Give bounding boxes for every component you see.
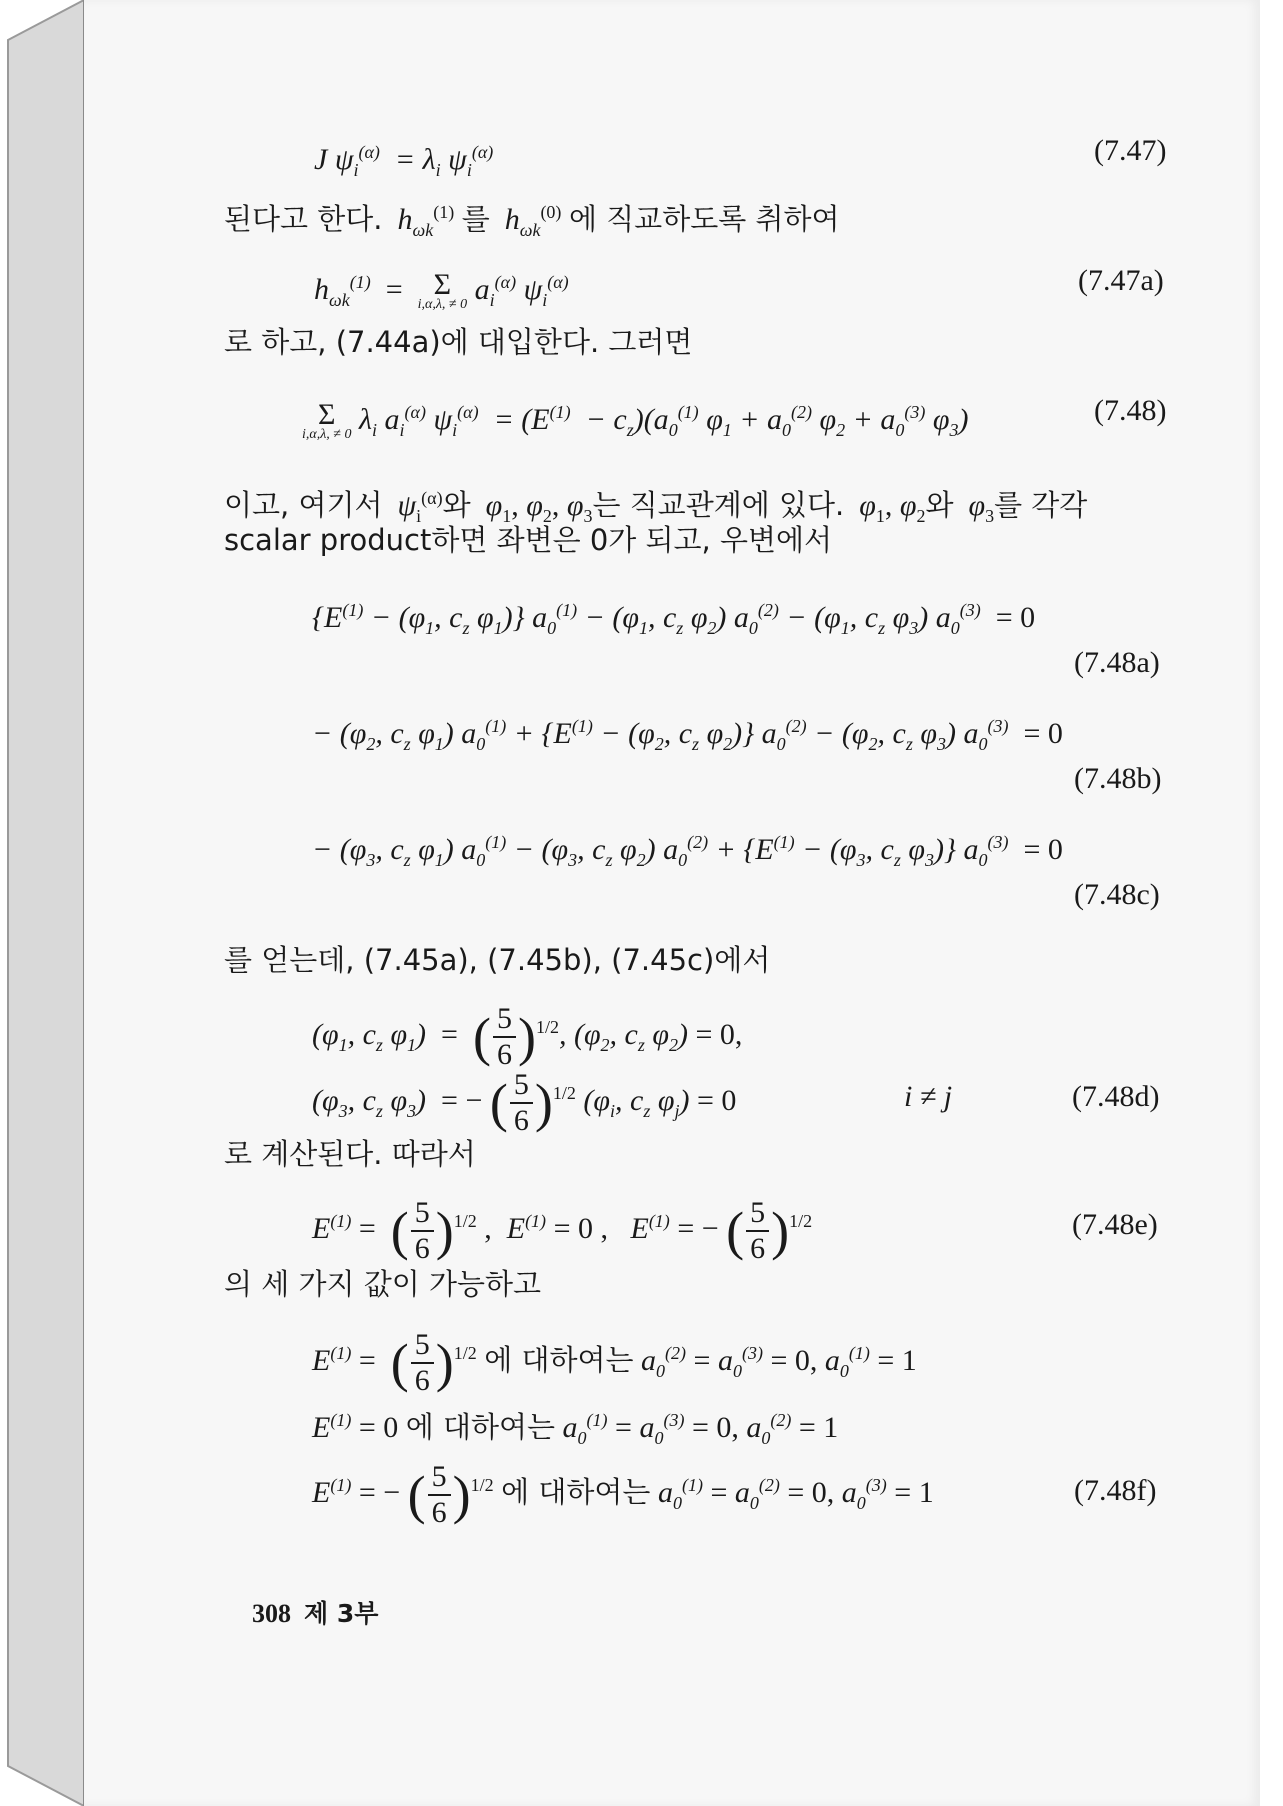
equation-7-48b: − ($\varphi_2$, $c_z$ $\varphi_1$) $a_0^{(1)} + \{E^{(1)} - (\varphi_2$, $c_z$ $\varphi_2$)} $a_0^{(2)} - (\varphi_2$, $c_z$ $\varphi_3$) $a_0^{(3)} = 0$	[312, 716, 1063, 754]
text-line: scalar product하면 좌변은 0가 되고, 우변에서	[224, 523, 833, 557]
page-footer	[252, 1594, 378, 1630]
text-line: 이고, 여기서 $\psi_i^{(\alpha)}$와 $\varphi_1$, $\varphi_2$, $\varphi_3$는 직교관계에 있다. $\varphi_1$, $\varphi_2$와 $\varphi_3$를 각각	[224, 488, 1088, 526]
equation-7-48f-line1: $E^{(1)}$ = ( $\frac{5}{6}$ )$^{1/2}$ 에 대하여는 $a_0^{(2)} = a_0^{(3)} = 0$, $a_0^{(1)} = 1$	[312, 1328, 917, 1397]
equation-7-48d-line1: ($\varphi_1$, $c_z$ $\varphi_1$) = ( $\frac{5}{6}$ )$^{1/2}$, ($\varphi_2$, $c_z$ $\varphi_2) = 0$,	[312, 1002, 743, 1071]
equation-7-48f-line3: $E^{(1)}$ = − ( $\frac{5}{6}$ )$^{1/2}$ 에 대하여는 $a_0^{(1)} = a_0^{(2)} = 0$, $a_0^{(3)} = 1$	[312, 1460, 934, 1529]
equation-number: (7.47)	[1094, 134, 1167, 167]
equation-7-48d-line2: ($\varphi_3$, $c_z$ $\varphi_3$) = − ( $\frac{5}{6}$ )$^{1/2}$ ($\varphi_i$, $c_z$ $\varphi_j) = 0$	[312, 1068, 737, 1137]
equation-7-47: J $\psi_i^{(\alpha)} = \lambda_i$ $\psi_i^{(\alpha)}$	[314, 142, 494, 180]
equation-condition: i ≠ j	[904, 1080, 953, 1113]
equation-7-48a: {$E^{(1)} - (\varphi_1$, $c_z$ $\varphi_1$)} $a_0^{(1)} - (\varphi_1$, $c_z$ $\varphi_2$) $a_0^{(2)} - (\varphi_1$, $c_z$ $\varphi_3$) $a_0^{(3)} = 0$	[312, 600, 1036, 638]
equation-number: (7.48d)	[1072, 1080, 1160, 1113]
book-page	[84, 0, 1260, 1806]
text-line: 를 얻는데, (7.45a), (7.45b), (7.45c)에서	[224, 943, 771, 977]
text-line: 된다고 한다. $h_{\omega k}^{(1)}$ 를 $h_{\omega k}^{(0)}$ 에 직교하도록 취하여	[224, 202, 840, 240]
page-number: 308	[252, 1599, 291, 1628]
text-line: 로 계산된다. 따라서	[224, 1137, 476, 1171]
equation-7-48: Σ i,α,λ, ≠ 0 $\lambda_i$ $a_i^{(\alpha)}$ $\psi_i^{(\alpha)} = (E^{(1)} - c_z)(a_0^{(1)}$ $\varphi_1 + a_0^{(2)}$ $\varphi_2 + a_0^{(3)}$ $\varphi_3$)	[302, 398, 969, 443]
equation-number: (7.48b)	[1074, 762, 1162, 795]
text-line: 로 하고, (7.44a)에 대입한다. 그러면	[224, 325, 693, 359]
equation-7-47a: $h_{\omega k}^{(1)}$ = Σ i,α,λ, ≠ 0 $a_i^{(\alpha)}$ $\psi_i^{(\alpha)}$	[314, 268, 569, 313]
equation-number: (7.48f)	[1074, 1474, 1157, 1507]
equation-number: (7.47a)	[1078, 264, 1164, 297]
equation-number: (7.48)	[1094, 394, 1167, 427]
equation-number: (7.48c)	[1074, 878, 1160, 911]
text-line: 의 세 가지 값이 가능하고	[224, 1267, 542, 1301]
part-label: 제 3부	[304, 1599, 379, 1628]
equation-number: (7.48a)	[1074, 646, 1160, 679]
equation-number: (7.48e)	[1072, 1208, 1158, 1241]
equation-7-48f-line2: $E^{(1)} = 0$ 에 대하여는 $a_0^{(1)} = a_0^{(3)} = 0$, $a_0^{(2)} = 1$	[312, 1410, 839, 1448]
equation-7-48e: $E^{(1)}$ = ( $\frac{5}{6}$ )$^{1/2}$ , $E^{(1)} = 0$ , $E^{(1)}$ = − ( $\frac{5}{6}$ )$^{1/2}$	[312, 1196, 813, 1265]
equation-7-48c: − ($\varphi_3$, $c_z$ $\varphi_1$) $a_0^{(1)} - (\varphi_3$, $c_z$ $\varphi_2$) $a_0^{(2)} + \{E^{(1)} - (\varphi_3$, $c_z$ $\varphi_3$)} $a_0^{(3)} = 0$	[312, 832, 1063, 870]
